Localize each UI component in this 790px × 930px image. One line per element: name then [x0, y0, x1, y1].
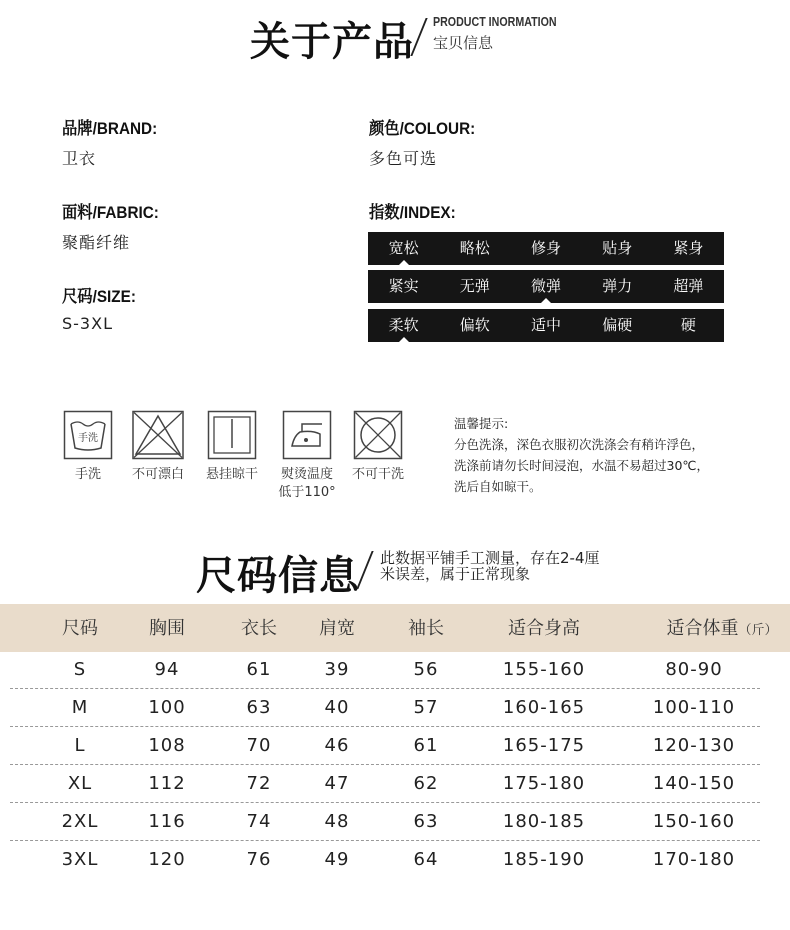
hand-wash-icon-text: 手洗 — [78, 433, 98, 444]
table-cell: 70 — [246, 735, 272, 756]
table-cell: 46 — [324, 735, 350, 756]
brand-value: 卫衣 — [62, 149, 97, 168]
iron-label-line1: 熨烫温度 — [280, 467, 333, 482]
table-cell: 62 — [413, 773, 439, 794]
care-label: 悬挂晾干 — [205, 467, 258, 482]
care-no-dry-clean — [348, 410, 408, 484]
note-line: 米误差，属于正常现象 — [380, 565, 531, 583]
table-cell: 39 — [324, 659, 350, 680]
column-header-label: 袖长 — [408, 618, 444, 639]
tips-line: 分色洗涤，深色衣服初次洗涤会有稍许浮色， — [454, 437, 705, 452]
index-option: 略松 — [459, 239, 490, 257]
care-hand-wash — [58, 410, 118, 484]
table-cell: 112 — [148, 773, 186, 794]
index-option: 弹力 — [602, 277, 633, 295]
index-option: 硬 — [680, 316, 696, 334]
index-option: 适中 — [531, 316, 562, 334]
table-cell: 120-130 — [652, 735, 736, 756]
table-cell: XL — [67, 773, 93, 794]
index-option: 无弹 — [459, 277, 490, 295]
table-cell: 80-90 — [665, 659, 723, 680]
column-header — [371, 604, 481, 654]
table-row — [0, 727, 790, 765]
table-cell: 72 — [246, 773, 272, 794]
table-row — [0, 841, 790, 879]
table-cell: 49 — [324, 849, 350, 870]
table-cell: L — [74, 735, 86, 756]
size-value: S-3XL — [62, 314, 113, 333]
table-cell: 140-150 — [652, 773, 736, 794]
table-cell: 47 — [324, 773, 350, 794]
no-dry-clean-icon — [353, 410, 403, 460]
table-cell: 63 — [246, 697, 272, 718]
index-option: 修身 — [531, 239, 562, 257]
section-subtitle-en: PRODUCT INORMATION — [433, 14, 557, 29]
section-title: 关于产品 — [250, 19, 414, 65]
care-tips — [454, 413, 709, 497]
index-option-selected: 宽松 — [368, 232, 439, 265]
hang-dry-icon — [207, 410, 257, 460]
table-cell: 160-165 — [502, 697, 586, 718]
table-cell: 2XL — [61, 811, 99, 832]
care-label: 不可干洗 — [351, 467, 404, 482]
section-subtitle-cn: 宝贝信息 — [433, 34, 494, 52]
table-cell: 175-180 — [502, 773, 586, 794]
iron-label-line2: 低于110° — [278, 485, 336, 500]
fabric-label: 面料/FABRIC: — [62, 203, 159, 222]
table-cell: 74 — [246, 811, 272, 832]
size-table-header — [0, 604, 790, 652]
table-row — [0, 651, 790, 689]
care-label — [277, 466, 337, 502]
table-cell: 108 — [148, 735, 186, 756]
size-label: 尺码/SIZE: — [62, 287, 136, 306]
index-option: 偏软 — [459, 316, 490, 334]
table-cell: 120 — [148, 849, 186, 870]
table-cell: 61 — [413, 735, 439, 756]
column-header — [489, 604, 599, 654]
note-line: 此数据平铺手工测量，存在2-4厘 — [380, 549, 600, 567]
index-bar — [368, 270, 724, 303]
no-bleach-icon — [130, 410, 186, 460]
table-row — [0, 803, 790, 841]
table-cell: 170-180 — [652, 849, 736, 870]
column-header-label: 衣长 — [241, 618, 277, 639]
table-row — [0, 689, 790, 727]
care-iron — [277, 410, 337, 502]
table-cell: 56 — [413, 659, 439, 680]
index-bar — [368, 232, 724, 265]
table-cell: 100-110 — [652, 697, 736, 718]
table-cell: 100 — [148, 697, 186, 718]
table-cell: 64 — [413, 849, 439, 870]
index-label: 指数/INDEX: — [369, 203, 456, 222]
brand-label: 品牌/BRAND: — [62, 119, 158, 138]
table-cell: 40 — [324, 697, 350, 718]
table-cell: 63 — [413, 811, 439, 832]
colour-value: 多色可选 — [369, 149, 438, 168]
care-label: 手洗 — [74, 467, 101, 482]
index-option: 紧身 — [673, 239, 704, 257]
care-no-bleach — [128, 410, 188, 484]
care-label: 不可漂白 — [131, 467, 184, 482]
table-cell: 185-190 — [502, 849, 586, 870]
table-cell: 3XL — [61, 849, 99, 870]
colour-label: 颜色/COLOUR: — [369, 119, 476, 138]
table-cell: 94 — [154, 659, 180, 680]
section-title: 尺码信息 — [196, 553, 360, 599]
column-header — [647, 604, 790, 656]
index-option: 超弹 — [673, 277, 704, 295]
care-hang-dry — [202, 410, 262, 484]
table-cell: 61 — [246, 659, 272, 680]
index-option: 贴身 — [602, 239, 633, 257]
table-cell: 155-160 — [502, 659, 586, 680]
table-cell: M — [71, 697, 89, 718]
column-header-label: 尺码 — [62, 618, 98, 639]
iron-icon — [282, 410, 332, 460]
hand-wash-icon — [63, 410, 113, 460]
measurement-note — [380, 550, 600, 582]
tips-title: 温馨提示: — [454, 416, 509, 431]
tips-line: 洗涤前请勿长时间浸泡，水温不易超过30℃， — [454, 458, 709, 473]
tips-line: 洗后自如晾干。 — [454, 479, 542, 494]
index-option: 偏硬 — [602, 316, 633, 334]
table-cell: 76 — [246, 849, 272, 870]
index-option-selected: 微弹 — [510, 270, 581, 303]
product-info-header — [0, 8, 790, 65]
table-row — [0, 765, 790, 803]
column-header-label: 适合身高 — [508, 618, 580, 639]
weight-unit: （斤） — [738, 623, 778, 638]
table-cell: 165-175 — [502, 735, 586, 756]
column-header-label: 肩宽 — [319, 618, 355, 639]
table-cell: 150-160 — [652, 811, 736, 832]
index-bar — [368, 309, 724, 342]
index-option: 紧实 — [388, 277, 419, 295]
table-cell: 48 — [324, 811, 350, 832]
table-cell: 57 — [413, 697, 439, 718]
table-cell: 180-185 — [502, 811, 586, 832]
table-cell: 116 — [148, 811, 186, 832]
column-header-label: 胸围 — [149, 618, 185, 639]
fabric-value: 聚酯纤维 — [62, 233, 131, 252]
index-option-selected: 柔软 — [368, 309, 439, 342]
column-header-label: 适合体重 — [666, 618, 739, 639]
table-cell: S — [73, 659, 87, 680]
